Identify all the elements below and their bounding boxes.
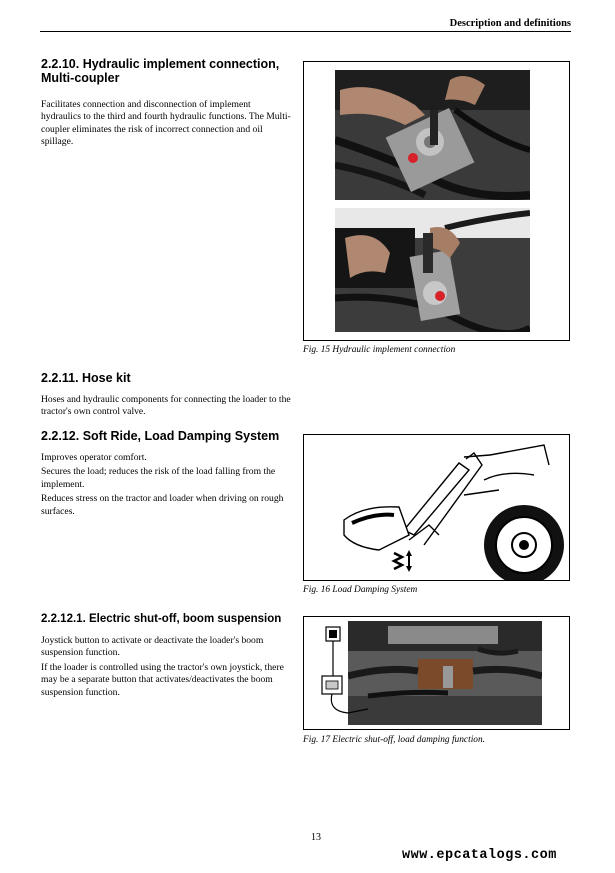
section-paragraph: Reduces stress on the tractor and loader when driving on rough surfaces. xyxy=(41,493,284,517)
electric-shutoff-photo xyxy=(348,621,542,725)
header-rule xyxy=(40,31,571,32)
footer-watermark-url: www.epcatalogs.com xyxy=(402,848,557,863)
section-heading: 2.2.12. Soft Ride, Load Damping System xyxy=(41,429,280,443)
section-soft-ride xyxy=(41,429,293,518)
section-paragraph: Hoses and hydraulic components for connecting the loader to the tractor's own control valve. xyxy=(41,394,291,418)
section-paragraph: Secures the load; reduces the risk of the load falling from the implement. xyxy=(41,466,276,490)
figure-15-frame xyxy=(303,61,570,341)
figure-16-frame xyxy=(303,434,570,581)
section-hose-kit xyxy=(41,371,293,419)
section-heading: 2.2.10. Hydraulic implement connection, Multi-coupler xyxy=(41,57,280,85)
load-damping-illustration xyxy=(304,435,570,581)
multi-coupler-photo-bottom xyxy=(335,208,530,332)
header-title: Description and definitions xyxy=(449,18,571,29)
section-multi-coupler xyxy=(41,57,293,149)
section-paragraph: Facilitates connection and disconnection of implement hydraulics to the third and fourth hydraulic functions. The Multi-coupler eliminates the risk of incorrect connection and oil spillage. xyxy=(41,99,291,148)
joystick-switch-diagram xyxy=(308,621,368,725)
section-paragraph: If the loader is controlled using the tractor's own joystick, there may be a separate button that activates/deactivates the boom suspension function. xyxy=(41,661,284,698)
section-paragraph: Joystick button to activate or deactivate the loader's boom suspension function. xyxy=(41,635,264,659)
section-electric-shutoff xyxy=(41,612,293,699)
figure-17-frame xyxy=(303,616,570,730)
section-heading: 2.2.12.1. Electric shut-off, boom suspension xyxy=(41,613,282,625)
page-number: 13 xyxy=(311,832,321,843)
figure-16-caption: Fig. 16 Load Damping System xyxy=(303,585,418,595)
figure-15-caption: Fig. 15 Hydraulic implement connection xyxy=(303,345,456,355)
figure-17-caption: Fig. 17 Electric shut-off, load damping function. xyxy=(303,735,486,745)
section-paragraph: Improves operator comfort. xyxy=(41,452,147,463)
multi-coupler-photo-top xyxy=(335,70,530,200)
section-heading: 2.2.11. Hose kit xyxy=(41,371,131,385)
